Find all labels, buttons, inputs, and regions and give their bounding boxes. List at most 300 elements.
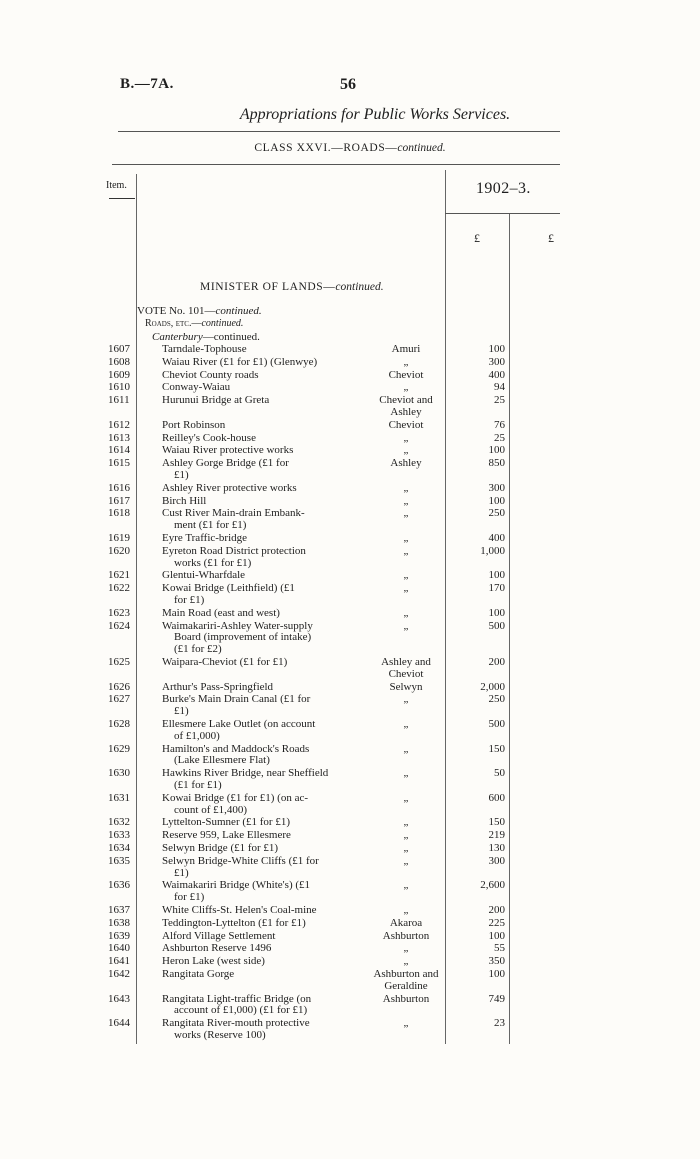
electorate-line: „	[403, 829, 409, 842]
description-line: Selwyn Bridge-White Cliffs (£1 for	[162, 854, 319, 867]
description-line: Kowai Bridge (Leithfield) (£1	[162, 582, 295, 595]
electorate	[368, 546, 444, 558]
amount: 500	[488, 619, 505, 632]
item-description	[162, 420, 358, 432]
table-row	[0, 1018, 700, 1042]
description-line: account of £1,000) (£1 for £1)	[174, 1004, 308, 1017]
electorate	[368, 621, 444, 633]
item-description	[162, 682, 358, 694]
item-number: 1644	[108, 1017, 130, 1030]
class-rule	[112, 164, 560, 165]
item-number: 1625	[108, 656, 130, 668]
table-row	[0, 744, 700, 768]
amount: 500	[488, 718, 505, 730]
description-line: White Cliffs-St. Helen's Coal-mine	[162, 904, 317, 916]
electorate-line: „	[403, 507, 409, 520]
electorate-line: „	[403, 444, 409, 457]
electorate-line: Cheviot	[388, 667, 424, 680]
electorate-line: Cheviot	[388, 418, 424, 431]
item-description	[162, 905, 358, 917]
electorate-line: „	[403, 569, 409, 582]
amount: 76	[494, 418, 505, 431]
amount: 23	[494, 1017, 505, 1030]
electorate-line: „	[403, 582, 409, 595]
item-number: 1629	[108, 742, 130, 755]
electorate	[368, 768, 444, 780]
item-description	[162, 931, 358, 943]
item-number: 1624	[108, 619, 130, 632]
amount: 749	[488, 992, 505, 1005]
electorate-line: „	[403, 791, 409, 804]
table-row	[0, 570, 700, 582]
table-row	[0, 830, 700, 842]
roads-subheading-main: Roads, etc.—	[145, 318, 202, 329]
class-heading-continued: continued.	[397, 142, 446, 154]
item-description	[162, 793, 358, 817]
item-description	[162, 433, 358, 445]
item-number: 1608	[108, 355, 130, 368]
electorate	[368, 483, 444, 495]
item-number: 1619	[108, 532, 130, 544]
electorate	[368, 843, 444, 855]
electorate-line: Geraldine	[384, 979, 428, 992]
amount: 100	[488, 494, 505, 507]
class-heading	[200, 142, 500, 154]
description-line: Waipara-Cheviot (£1 for £1)	[162, 656, 288, 668]
amount: 150	[488, 742, 505, 755]
item-description	[162, 357, 358, 369]
minister-heading-main: MINISTER OF LANDS—	[200, 281, 336, 293]
amount: 400	[488, 368, 505, 381]
electorate-line: „	[403, 718, 409, 730]
item-description	[162, 657, 358, 669]
year-column-header: 1902–3.	[476, 180, 531, 197]
year-header-rule	[445, 213, 560, 214]
amount: 100	[488, 968, 505, 980]
item-number: 1628	[108, 718, 130, 730]
electorate-line: „	[403, 693, 409, 706]
table-row	[0, 682, 700, 694]
table-row	[0, 533, 700, 545]
description-line: Cust River Main-drain Embank-	[162, 507, 305, 520]
item-number: 1641	[108, 955, 130, 968]
amount: 350	[488, 955, 505, 968]
item-description	[162, 843, 358, 855]
electorate	[368, 357, 444, 369]
electorate-line: Ashley	[390, 405, 422, 418]
item-description	[162, 621, 358, 656]
electorate-line: Ashburton and	[373, 968, 439, 980]
electorate-line: „	[403, 494, 409, 507]
table-row	[0, 817, 700, 829]
item-description	[162, 395, 358, 407]
page-title: Appropriations for Public Works Services.	[239, 106, 511, 123]
item-description	[162, 1018, 358, 1042]
amount: 50	[494, 767, 505, 780]
table-row	[0, 483, 700, 495]
amount: 100	[488, 569, 505, 582]
electorate	[368, 905, 444, 917]
table-row	[0, 496, 700, 508]
electorate	[368, 830, 444, 842]
item-number: 1637	[108, 904, 130, 916]
item-description	[162, 496, 358, 508]
pound-sign-column-1: £	[474, 231, 480, 245]
electorate-line: Akaroa	[389, 916, 423, 929]
electorate-line: „	[403, 544, 409, 557]
electorate	[368, 994, 444, 1006]
description-line: Lyttelton-Sumner (£1 for £1)	[162, 816, 291, 829]
table-row	[0, 793, 700, 817]
description-line: ment (£1 for £1)	[174, 519, 247, 532]
description-line: Ashley Gorge Bridge (£1 for	[162, 457, 289, 470]
description-line: Hawkins River Bridge, near Sheffield	[162, 767, 329, 780]
amount: 100	[488, 343, 505, 355]
vote-heading	[137, 305, 262, 317]
table-row	[0, 657, 700, 681]
description-line: Rangitata Light-traffic Bridge (on	[162, 992, 312, 1005]
item-description	[162, 856, 358, 880]
item-number: 1633	[108, 829, 130, 842]
electorate-line: Selwyn	[389, 680, 423, 693]
table-row	[0, 969, 700, 993]
electorate	[368, 583, 444, 595]
table-row	[0, 918, 700, 930]
electorate	[368, 969, 444, 993]
minister-heading	[200, 281, 384, 293]
electorate-line: Cheviot	[388, 368, 424, 381]
amount: 2,000	[480, 680, 505, 693]
electorate-line: Ashburton	[382, 929, 430, 942]
electorate	[368, 793, 444, 805]
table-row	[0, 931, 700, 943]
description-line: Waimakariri Bridge (White's) (£1	[162, 879, 311, 892]
description-line: (£1 for £2)	[174, 643, 222, 656]
item-number: 1627	[108, 693, 130, 706]
table-row	[0, 344, 700, 356]
table-row	[0, 880, 700, 904]
description-line: Kowai Bridge (£1 for £1) (on ac-	[162, 791, 309, 804]
electorate-line: „	[403, 355, 409, 368]
item-number: 1626	[108, 680, 130, 693]
table-row	[0, 445, 700, 457]
table-row	[0, 856, 700, 880]
description-line: Hurunui Bridge at Greta	[162, 394, 270, 407]
table-row	[0, 768, 700, 792]
electorate-line: Amuri	[391, 343, 421, 355]
amount: 25	[494, 394, 505, 407]
amount: 850	[488, 457, 505, 470]
amount: 100	[488, 929, 505, 942]
item-description	[162, 719, 358, 743]
electorate	[368, 570, 444, 582]
table-row	[0, 905, 700, 917]
amount: 200	[488, 656, 505, 668]
vote-heading-continued: continued.	[215, 305, 262, 317]
amount: 200	[488, 904, 505, 916]
electorate	[368, 956, 444, 968]
description-line: of £1,000)	[174, 729, 220, 742]
item-description	[162, 382, 358, 394]
description-line: Waiau River protective works	[162, 444, 294, 457]
table-row	[0, 994, 700, 1018]
item-number: 1611	[108, 394, 130, 407]
electorate-line: „	[403, 879, 409, 892]
item-description	[162, 533, 358, 545]
description-line: Ellesmere Lake Outlet (on account	[162, 718, 316, 730]
item-number: 1643	[108, 992, 130, 1005]
electorate-line: „	[403, 842, 409, 854]
electorate	[368, 682, 444, 694]
item-description	[162, 994, 358, 1018]
class-heading-main: CLASS XXVI.—ROADS—	[254, 142, 398, 154]
roads-subheading-continued: continued.	[201, 318, 244, 329]
electorate-line: „	[403, 742, 409, 755]
amount: 250	[488, 693, 505, 706]
electorate	[368, 943, 444, 955]
item-header-underline	[109, 198, 135, 199]
description-line: Teddington-Lyttelton (£1 for £1)	[162, 916, 306, 929]
table-row	[0, 546, 700, 570]
district-continued: —continued.	[202, 331, 260, 343]
amount: 130	[488, 842, 505, 854]
electorate	[368, 719, 444, 731]
item-description	[162, 508, 358, 532]
electorate-line: „	[403, 942, 409, 955]
description-line: Waimakariri-Ashley Water-supply	[162, 619, 313, 632]
description-line: Ashley River protective works	[162, 481, 297, 494]
table-row	[0, 583, 700, 607]
item-description	[162, 570, 358, 582]
item-number: 1640	[108, 942, 130, 955]
electorate	[368, 496, 444, 508]
table-row	[0, 458, 700, 482]
description-line: Conway-Waiau	[162, 381, 231, 394]
table-row	[0, 608, 700, 620]
item-number: 1610	[108, 381, 130, 394]
table-row	[0, 433, 700, 445]
description-line: Arthur's Pass-Springfield	[162, 680, 274, 693]
electorate-line: „	[403, 767, 409, 780]
description-line: Reilley's Cook-house	[162, 431, 256, 444]
item-number: 1616	[108, 481, 130, 494]
electorate	[368, 508, 444, 520]
electorate	[368, 445, 444, 457]
electorate-line: Cheviot and	[379, 394, 433, 407]
electorate-line: „	[403, 816, 409, 829]
roads-subheading	[145, 318, 243, 329]
district-subheading	[152, 331, 260, 343]
item-number: 1639	[108, 929, 130, 942]
description-line: Main Road (east and west)	[162, 606, 280, 619]
amount: 300	[488, 355, 505, 368]
table-row	[0, 382, 700, 394]
item-number: 1609	[108, 368, 130, 381]
table-row	[0, 395, 700, 419]
document-reference: B.—7A.	[120, 76, 174, 92]
item-description	[162, 445, 358, 457]
description-line: Reserve 959, Lake Ellesmere	[162, 829, 291, 842]
title-rule	[118, 131, 560, 132]
electorate	[368, 817, 444, 829]
electorate	[368, 608, 444, 620]
item-number: 1617	[108, 494, 130, 507]
table-row	[0, 956, 700, 968]
electorate	[368, 458, 444, 470]
item-description	[162, 969, 358, 981]
amount: 225	[488, 916, 505, 929]
item-description	[162, 956, 358, 968]
amount: 150	[488, 816, 505, 829]
pound-sign-column-2: £	[548, 231, 554, 245]
amount: 100	[488, 444, 505, 457]
item-description	[162, 458, 358, 482]
electorate	[368, 370, 444, 382]
electorate-line: „	[403, 955, 409, 968]
table-row	[0, 943, 700, 955]
item-number: 1630	[108, 767, 130, 780]
electorate	[368, 1018, 444, 1030]
description-line: Waiau River (£1 for £1) (Glenwye)	[162, 355, 318, 368]
item-number: 1618	[108, 507, 130, 520]
table-row	[0, 420, 700, 432]
table-row	[0, 508, 700, 532]
item-description	[162, 768, 358, 792]
amount: 170	[488, 582, 505, 595]
item-number: 1623	[108, 606, 130, 619]
item-column-header: Item.	[106, 180, 127, 191]
table-row	[0, 357, 700, 369]
item-number: 1615	[108, 457, 130, 470]
table-row	[0, 694, 700, 718]
amount: 25	[494, 431, 505, 444]
electorate	[368, 533, 444, 545]
description-line: Glentui-Wharfdale	[162, 569, 246, 582]
district-name: Canterbury	[152, 331, 203, 343]
amount: 2,600	[480, 879, 505, 892]
item-number: 1621	[108, 569, 130, 582]
electorate-line: „	[403, 481, 409, 494]
item-description	[162, 817, 358, 829]
item-number: 1614	[108, 444, 130, 457]
amount: 100	[488, 606, 505, 619]
description-line: (Lake Ellesmere Flat)	[174, 754, 270, 767]
item-number: 1642	[108, 968, 130, 980]
description-line: Eyreton Road District protection	[162, 544, 306, 557]
description-line: Board (improvement of intake)	[174, 631, 312, 644]
item-number: 1607	[108, 343, 130, 355]
electorate	[368, 744, 444, 756]
item-number: 1632	[108, 816, 130, 829]
item-number: 1613	[108, 431, 130, 444]
electorate	[368, 880, 444, 892]
amount: 300	[488, 481, 505, 494]
description-line: £1)	[174, 705, 189, 718]
electorate-line: „	[403, 532, 409, 544]
item-number: 1638	[108, 916, 130, 929]
item-description	[162, 370, 358, 382]
electorate-line: „	[403, 606, 409, 619]
electorate	[368, 420, 444, 432]
item-number: 1634	[108, 842, 130, 854]
description-line: Heron Lake (west side)	[162, 955, 265, 968]
electorate	[368, 433, 444, 445]
electorate-line: „	[403, 854, 409, 867]
vote-heading-main: VOTE No. 101—	[137, 305, 216, 317]
item-number: 1612	[108, 418, 130, 431]
item-description	[162, 608, 358, 620]
description-line: works (£1 for £1)	[174, 556, 252, 569]
page-number: 56	[340, 76, 356, 93]
electorate	[368, 694, 444, 706]
electorate	[368, 856, 444, 868]
item-number: 1620	[108, 544, 130, 557]
table-row	[0, 719, 700, 743]
description-line: Ashburton Reserve 1496	[162, 942, 272, 955]
description-line: Tarndale-Tophouse	[162, 343, 247, 355]
amount: 1,000	[480, 544, 505, 557]
item-description	[162, 546, 358, 570]
item-number: 1636	[108, 879, 130, 892]
description-line: £1)	[174, 866, 189, 879]
amount: 250	[488, 507, 505, 520]
description-line: count of £1,400)	[174, 803, 248, 816]
item-description	[162, 943, 358, 955]
description-line: for £1)	[174, 593, 205, 606]
description-line: £1)	[174, 468, 189, 481]
description-line: works (Reserve 100)	[174, 1028, 266, 1041]
item-description	[162, 483, 358, 495]
electorate	[368, 395, 444, 419]
description-line: Burke's Main Drain Canal (£1 for	[162, 693, 311, 706]
description-line: Eyre Traffic-bridge	[162, 532, 248, 544]
description-line: Alford Village Settlement	[162, 929, 276, 942]
electorate-line: Ashley	[390, 457, 422, 470]
electorate-line: Ashburton	[382, 992, 430, 1005]
description-line: Birch Hill	[162, 494, 207, 507]
electorate-line: „	[403, 1017, 409, 1030]
description-line: Selwyn Bridge (£1 for £1)	[162, 842, 279, 854]
item-description	[162, 744, 358, 768]
item-number: 1622	[108, 582, 130, 595]
electorate-line: „	[403, 381, 409, 394]
item-number: 1635	[108, 854, 130, 867]
item-description	[162, 694, 358, 718]
description-line: for £1)	[174, 891, 205, 904]
item-number: 1631	[108, 791, 130, 804]
table-row	[0, 843, 700, 855]
table-row	[0, 621, 700, 656]
item-description	[162, 583, 358, 607]
table-row	[0, 370, 700, 382]
description-line: Rangitata River-mouth protective	[162, 1017, 310, 1030]
electorate-line: Ashley and	[381, 656, 431, 668]
description-line: Cheviot County roads	[162, 368, 259, 381]
item-description	[162, 880, 358, 904]
electorate	[368, 657, 444, 681]
electorate	[368, 382, 444, 394]
description-line: (£1 for £1)	[174, 778, 222, 791]
amount: 600	[488, 791, 505, 804]
item-description	[162, 344, 358, 356]
electorate	[368, 931, 444, 943]
electorate-line: „	[403, 619, 409, 632]
amount: 55	[494, 942, 505, 955]
electorate-line: „	[403, 904, 409, 916]
description-line: Hamilton's and Maddock's Roads	[162, 742, 310, 755]
minister-heading-continued: continued.	[335, 281, 384, 293]
description-line: Rangitata Gorge	[162, 968, 235, 980]
